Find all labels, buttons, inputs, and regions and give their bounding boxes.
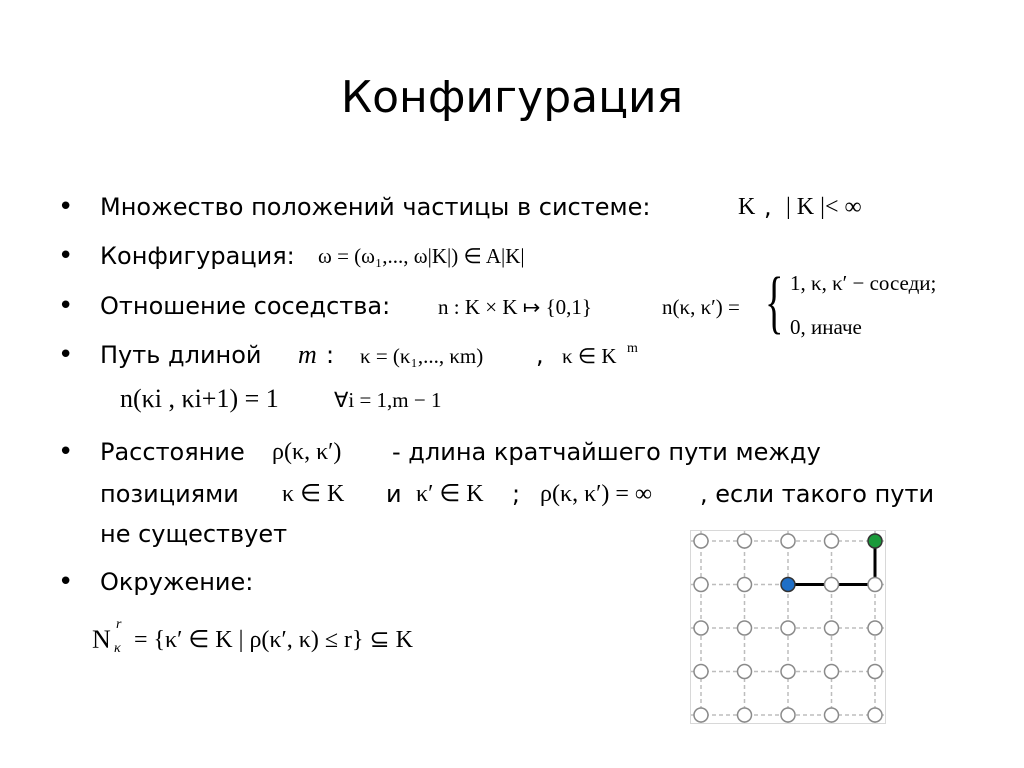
distance-rho: ρ(κ, κ′): [272, 439, 342, 465]
lattice-svg: [691, 531, 885, 723]
set-comma: ,: [764, 193, 772, 221]
lattice-node: [694, 534, 708, 548]
bullet-6: •: [58, 567, 74, 597]
path-line2a: n(κi , κi+1) = 1: [120, 384, 279, 413]
cases-brace-icon: {: [765, 264, 784, 341]
neighborhood-formula: = {κ′ ∈ Κ | ρ(κ′, κ) ≤ r} ⊆ Κ: [134, 627, 413, 653]
neighbor-math-1: n : Κ × Κ ↦ {0,1}: [438, 295, 593, 319]
lattice-node: [868, 708, 882, 722]
lattice-node: [781, 665, 795, 679]
lattice-node: [868, 621, 882, 635]
lattice-node: [868, 578, 882, 592]
path-comma: ,: [536, 341, 544, 369]
lattice-node: [825, 708, 839, 722]
lattice-node: [825, 621, 839, 635]
distance-text-3: , если такого пути: [700, 480, 935, 508]
lattice-node: [694, 621, 708, 635]
config-label: Конфигурация:: [100, 242, 295, 270]
path-label: Путь длиной: [100, 341, 262, 369]
distance-label: Расстояние: [100, 438, 245, 466]
neighborhood-sup-r: r: [116, 617, 122, 632]
lattice-node: [694, 578, 708, 592]
lattice-node: [781, 534, 795, 548]
neighbor-case-1: 1, κ, κ′ − соседи;: [790, 271, 937, 295]
distance-text-4: не существует: [100, 520, 288, 548]
lattice-node: [694, 665, 708, 679]
distance-math-3: ρ(κ, κ′) = ∞: [540, 481, 653, 507]
lattice-start-node: [781, 578, 795, 592]
distance-math-1: κ ∈ Κ: [282, 481, 345, 507]
lattice-node: [738, 708, 752, 722]
path-line2b: ∀i = 1,m − 1: [334, 388, 442, 412]
set-math-2: | Κ |< ∞: [786, 194, 862, 220]
bullet-3: •: [58, 291, 74, 321]
distance-semi: ;: [512, 480, 521, 508]
lattice-node: [738, 578, 752, 592]
distance-and: и: [386, 480, 402, 508]
lattice-node: [781, 621, 795, 635]
lattice-node: [738, 665, 752, 679]
bullet-5: •: [58, 437, 74, 467]
lattice-end-node: [868, 534, 882, 548]
distance-text-1: - длина кратчайшего пути между: [392, 438, 821, 466]
config-math: ω = (ω₁,..., ω|Κ|) ∈ Α|Κ|: [318, 244, 525, 268]
neighbor-case-2: 0, иначе: [790, 315, 862, 339]
bullet-2: •: [58, 241, 74, 271]
lattice-node: [825, 578, 839, 592]
distance-math-2: κ′ ∈ Κ: [416, 481, 484, 507]
lattice-node: [825, 665, 839, 679]
set-label: Множество положений частицы в системе:: [100, 193, 651, 221]
lattice-node: [781, 708, 795, 722]
slide-title: Конфигурация: [340, 72, 684, 123]
lattice-node: [825, 534, 839, 548]
path-colon: :: [326, 341, 335, 369]
set-math-1: Κ: [738, 194, 756, 220]
lattice-node: [868, 665, 882, 679]
neighbor-math-2: n(κ, κ′) =: [662, 295, 740, 319]
path-sup-m: m: [627, 341, 638, 356]
path-m: m: [298, 340, 317, 369]
lattice-node: [738, 621, 752, 635]
distance-text-2: позициями: [100, 480, 239, 508]
lattice-node: [694, 708, 708, 722]
neighbor-label: Отношение соседства:: [100, 292, 391, 320]
neighborhood-label: Окружение:: [100, 568, 254, 596]
neighborhood-sub-kappa: κ: [114, 641, 121, 656]
bullet-1: •: [58, 192, 74, 222]
path-math-2: κ ∈ Κ: [562, 344, 617, 368]
bullet-4: •: [58, 340, 74, 370]
neighborhood-N: Ν: [92, 625, 111, 654]
lattice-figure: [690, 530, 886, 724]
path-math-1: κ = (κ₁,..., κm): [360, 344, 484, 368]
lattice-node: [738, 534, 752, 548]
